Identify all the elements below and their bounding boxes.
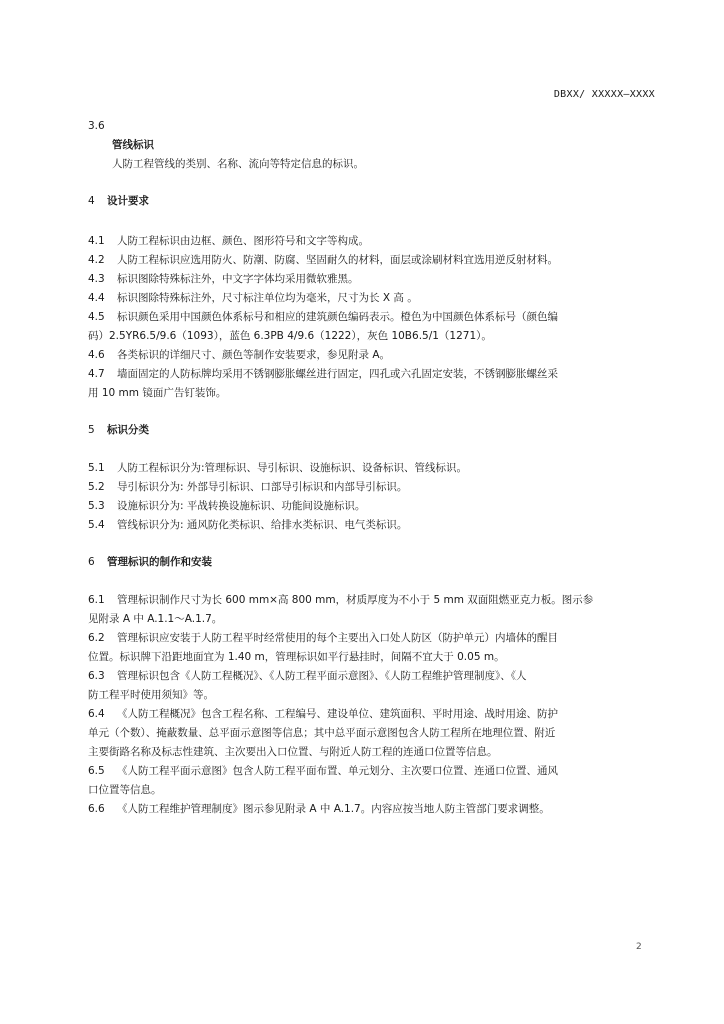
section-title: 设计要求 [107,195,149,207]
clause-text: 《人防工程平面示意图》包含人防工程平面布置、单元划分、主次要口位置、连通口位置、通风 [117,765,558,777]
clause-number: 5.2 [88,481,105,493]
clause-number: 4.7 [88,368,105,380]
section-number: 6 [88,556,95,568]
clause-text: 设施标识分为: 平战转换设施标识、功能间设施标识。 [117,500,366,512]
clause-number: 5.1 [88,462,105,474]
clause-number: 6.1 [88,594,105,606]
clause-text-continued: 码）2.5YR6.5/9.6（1093），蓝色 6.3PB 4/9.6（1222），灰色 10B6.5/1（1271）。 [88,330,492,342]
section-4-items [88,232,656,403]
clause-number: 6.4 [88,708,105,720]
clause-text: 管理标识应安装于人防工程平时经常使用的每个主要出入口处人防区（防护单元）内墙体的醒目 [117,632,558,644]
term-title: 管线标识 [112,139,154,151]
section-4-heading [88,192,656,211]
clause-text-continued: 防工程平时使用须知》等。 [88,689,214,701]
clause-text-continued: 位置。标识牌下沿距地面宜为 1.40 m，管理标识如平行悬挂时，间隔不宜大于 0.05 m。 [88,651,505,663]
clause-number: 6.3 [88,670,105,682]
clause-number: 5.4 [88,519,105,531]
clause-text: 墙面固定的人防标牌均采用不锈钢膨胀螺丝进行固定，四孔或六孔固定安装，不锈钢膨胀螺丝采 [117,368,558,380]
clause-number: 6.2 [88,632,105,644]
section-6-items [88,591,656,819]
clause-text: 管线标识分为: 通风防化类标识、给排水类标识、电气类标识。 [117,519,408,531]
clause-text: 标识图除特殊标注外，中文字字体均采用微软雅黑。 [117,273,359,285]
clause-text: 导引标识分为: 外部导引标识、口部导引标识和内部导引标识。 [117,481,408,493]
clause-text: 《人防工程维护管理制度》图示参见附录 A 中 A.1.7。内容应按当地人防主管部门要求调整。 [117,803,550,815]
section-title: 标识分类 [107,424,149,436]
clause-text-continued: 用 10 mm 镜面广告钉装饰。 [88,387,227,399]
clause-number: 3.6 [88,120,105,132]
term-definition: 人防工程管线的类别、名称、流向等特定信息的标识。 [112,158,364,170]
clause-number: 5.3 [88,500,105,512]
clause-text: 管理标识制作尺寸为长 600 mm×高 800 mm，材质厚度为不小于 5 mm 双面阻燃亚克力板。图示参 [117,594,594,606]
clause-text: 人防工程标识分为:管理标识、导引标识、设施标识、设备标识、管线标识。 [117,462,468,474]
clause-number: 4.1 [88,235,105,247]
clause-number: 6.6 [88,803,105,815]
clause-number: 4.3 [88,273,105,285]
clause-number: 6.5 [88,765,105,777]
clause-number: 4.6 [88,349,105,361]
clause-text-continued: 单元（个数）、掩蔽数量、总平面示意图等信息；其中总平面示意图包含人防工程所在地理位置、附近 [88,727,556,739]
document-code-header: DBXX/ XXXXX—XXXX [553,89,655,100]
clause-text: 人防工程标识应选用防火、防潮、防腐、坚固耐久的材料，面层或涂刷材料宜选用逆反射材料。 [117,254,558,266]
clause-text-continued: 口位置等信息。 [88,784,162,796]
clause-text: 标识图除特殊标注外，尺寸标注单位均为毫米，尺寸为长 X 高 。 [117,292,418,304]
section-3-6 [88,117,656,174]
clause-text: 标识颜色采用中国颜色体系标号和相应的建筑颜色编码表示。橙色为中国颜色体系标号（颜色编 [117,311,558,323]
section-number: 4 [88,195,95,207]
clause-text: 管理标识包含《人防工程概况》、《人防工程平面示意图》、《人防工程维护管理制度》、《人 [117,670,527,682]
clause-number: 4.2 [88,254,105,266]
clause-number: 4.5 [88,311,105,323]
clause-text: 各类标识的详细尺寸、颜色等制作安装要求，参见附录 A。 [117,349,391,361]
section-number: 5 [88,424,95,436]
section-title: 管理标识的制作和安装 [107,556,212,568]
section-5-heading [88,421,656,440]
section-5-items [88,459,656,535]
clause-text: 《人防工程概况》包含工程名称、工程编号、建设单位、建筑面积、平时用途、战时用途、防护 [117,708,558,720]
clause-number: 4.4 [88,292,105,304]
clause-text-continued: 见附录 A 中 A.1.1～A.1.7。 [88,613,223,625]
page-number: 2 [636,942,642,952]
clause-text-continued: 主要街路名称及标志性建筑、主次要出入口位置、与附近人防工程的连通口位置等信息。 [88,746,498,758]
clause-text: 人防工程标识由边框、颜色、图形符号和文字等构成。 [117,235,369,247]
section-6-heading [88,553,656,572]
